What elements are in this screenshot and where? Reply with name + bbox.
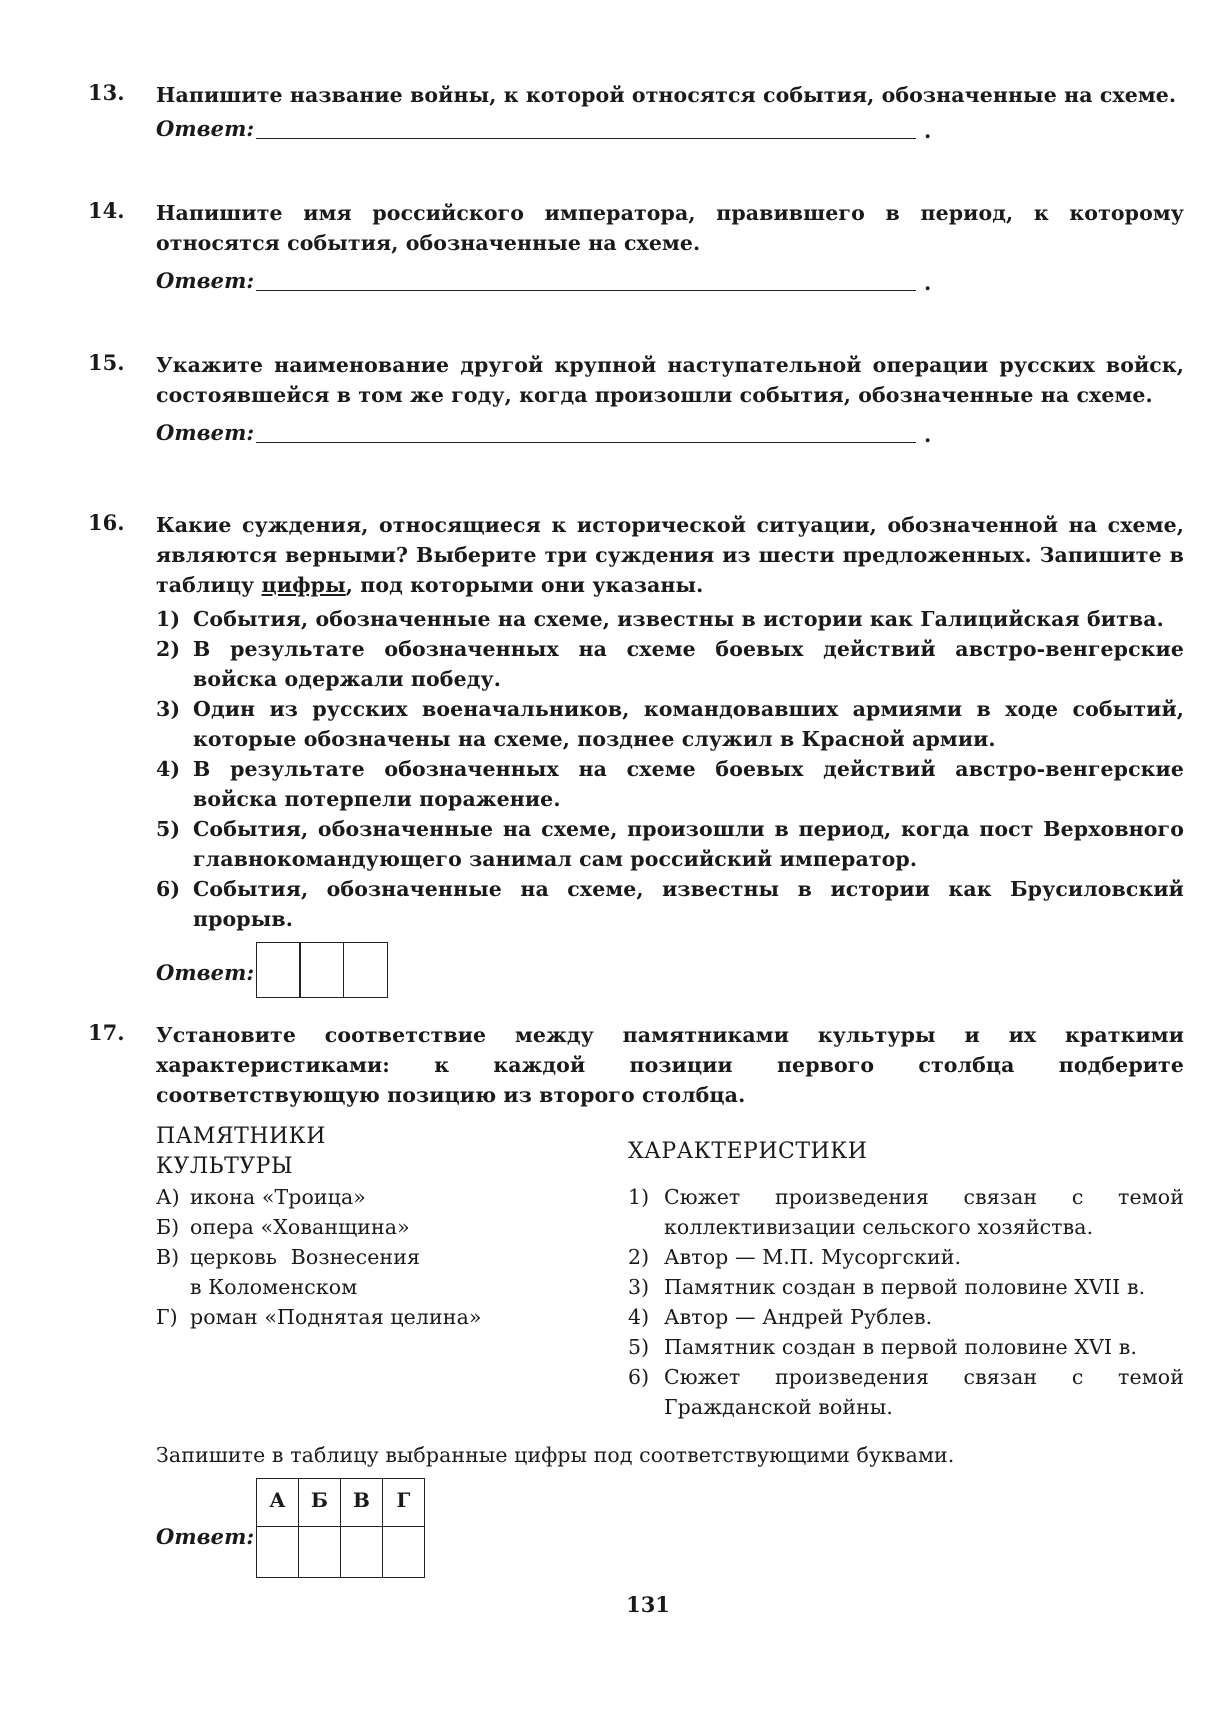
right-column-heading: ХАРАКТЕРИСТИКИ	[628, 1139, 868, 1164]
option-item: 3) Один из русских военачальников, командовавших армиями в ходе событий, которые обозначены на схеме, позднее служил в Красной армии.	[156, 697, 1184, 751]
option-item: 5) События, обозначенные на схеме, произошли в период, когда пост Верховного главнокомандующего занимал сам российский император.	[156, 817, 1184, 871]
answer-label: Ответ:	[156, 420, 255, 445]
answer-cell[interactable]	[341, 1527, 383, 1578]
answer-label: Ответ:	[156, 116, 255, 141]
answer-row	[156, 942, 1184, 1000]
page-number: 131	[626, 1592, 670, 1617]
answer-label: Ответ:	[156, 960, 255, 985]
right-item: 5) Памятник создан в первой половине XVI в.	[628, 1335, 1137, 1359]
question-text: Установите соответствие между памятниками культуры и их краткими характеристиками: к каждой позиции первого столбца подберите соответствующую позицию из второго столбца.	[156, 1023, 1184, 1107]
question-text: Напишите название войны, к которой относятся события, обозначенные на схеме.	[156, 83, 1177, 107]
emphasis-digits: цифры	[261, 573, 346, 597]
right-item: 4) Автор — Андрей Рублев.	[628, 1305, 933, 1329]
answer-cell[interactable]	[383, 1527, 425, 1578]
question-text: Напишите имя российского императора, правившего в период, к которому относятся события, обозначенные на схеме.	[156, 201, 1184, 255]
answer-row	[156, 1478, 1184, 1588]
question-text: Укажите наименование другой крупной наступательной операции русских войск, состоявшейся в том же году, когда произошли события, обозначенные на схеме.	[156, 353, 1184, 407]
right-item: 6) Сюжет произведения связан с темой Гражданской войны.	[628, 1365, 1184, 1419]
matching-columns	[156, 1122, 1184, 1432]
answer-row: Ответ: .	[156, 420, 932, 447]
instruction-text: Запишите в таблицу выбранные цифры под соответствующими буквами.	[156, 1443, 955, 1467]
question-text: Какие суждения, относящиеся к исторической ситуации, обозначенной на схеме, являются верными? Выберите три суждения из шести предложенных. Запишите в таблицу цифры, под которыми они указаны.	[156, 513, 1184, 597]
answer-label: Ответ:	[156, 1524, 255, 1549]
answer-table	[256, 1478, 425, 1578]
option-item: 6) События, обозначенные на схеме, известны в истории как Брусиловский прорыв.	[156, 877, 1184, 931]
answer-boxes	[256, 942, 388, 998]
question-17	[88, 1020, 1184, 1588]
answer-cell[interactable]	[299, 1527, 341, 1578]
table-header-cell: В	[341, 1479, 383, 1527]
table-header-cell: Б	[299, 1479, 341, 1527]
question-13	[88, 80, 1184, 148]
answer-box[interactable]	[256, 942, 301, 998]
left-item: Г) роман «Поднятая целина»	[156, 1305, 482, 1329]
answer-cell[interactable]	[257, 1527, 299, 1578]
question-number: 15.	[88, 350, 125, 375]
question-16	[88, 510, 1184, 1000]
answer-line[interactable]	[256, 442, 916, 443]
left-column	[156, 1122, 586, 1332]
right-column	[628, 1122, 1184, 1422]
answer-row: Ответ: .	[156, 268, 932, 295]
answer-line[interactable]	[256, 290, 916, 291]
answer-box[interactable]	[343, 942, 388, 998]
question-number: 17.	[88, 1020, 125, 1045]
table-header-cell: Г	[383, 1479, 425, 1527]
question-15	[88, 350, 1184, 452]
answer-row: Ответ: .	[156, 116, 932, 143]
option-item: 4) В результате обозначенных на схеме боевых действий австро-венгерские войска потерпели поражение.	[156, 757, 1184, 811]
answer-line[interactable]	[256, 138, 916, 139]
question-number: 16.	[88, 510, 125, 535]
right-item: 1) Сюжет произведения связан с темой коллективизации сельского хозяйства.	[628, 1185, 1184, 1239]
answer-label: Ответ:	[156, 268, 255, 293]
right-item: 2) Автор — М.П. Мусоргский.	[628, 1245, 962, 1269]
options-list	[156, 604, 1184, 934]
question-number: 13.	[88, 80, 125, 105]
left-item: Б) опера «Хованщина»	[156, 1215, 410, 1239]
question-14	[88, 198, 1184, 300]
left-item: А) икона «Троица»	[156, 1185, 366, 1209]
left-item: В) церковь Вознесения в Коломенском	[156, 1245, 420, 1299]
option-item: 2) В результате обозначенных на схеме боевых действий австро-венгерские войска одержали победу.	[156, 637, 1184, 691]
option-item: 1) События, обозначенные на схеме, известны в истории как Галицийская битва.	[156, 607, 1164, 631]
left-column-heading: ПАМЯТНИКИ КУЛЬТУРЫ	[156, 1124, 326, 1179]
answer-box[interactable]	[299, 942, 344, 998]
right-item: 3) Памятник создан в первой половине XVII в.	[628, 1275, 1146, 1299]
table-header-cell: А	[257, 1479, 299, 1527]
question-number: 14.	[88, 198, 125, 223]
